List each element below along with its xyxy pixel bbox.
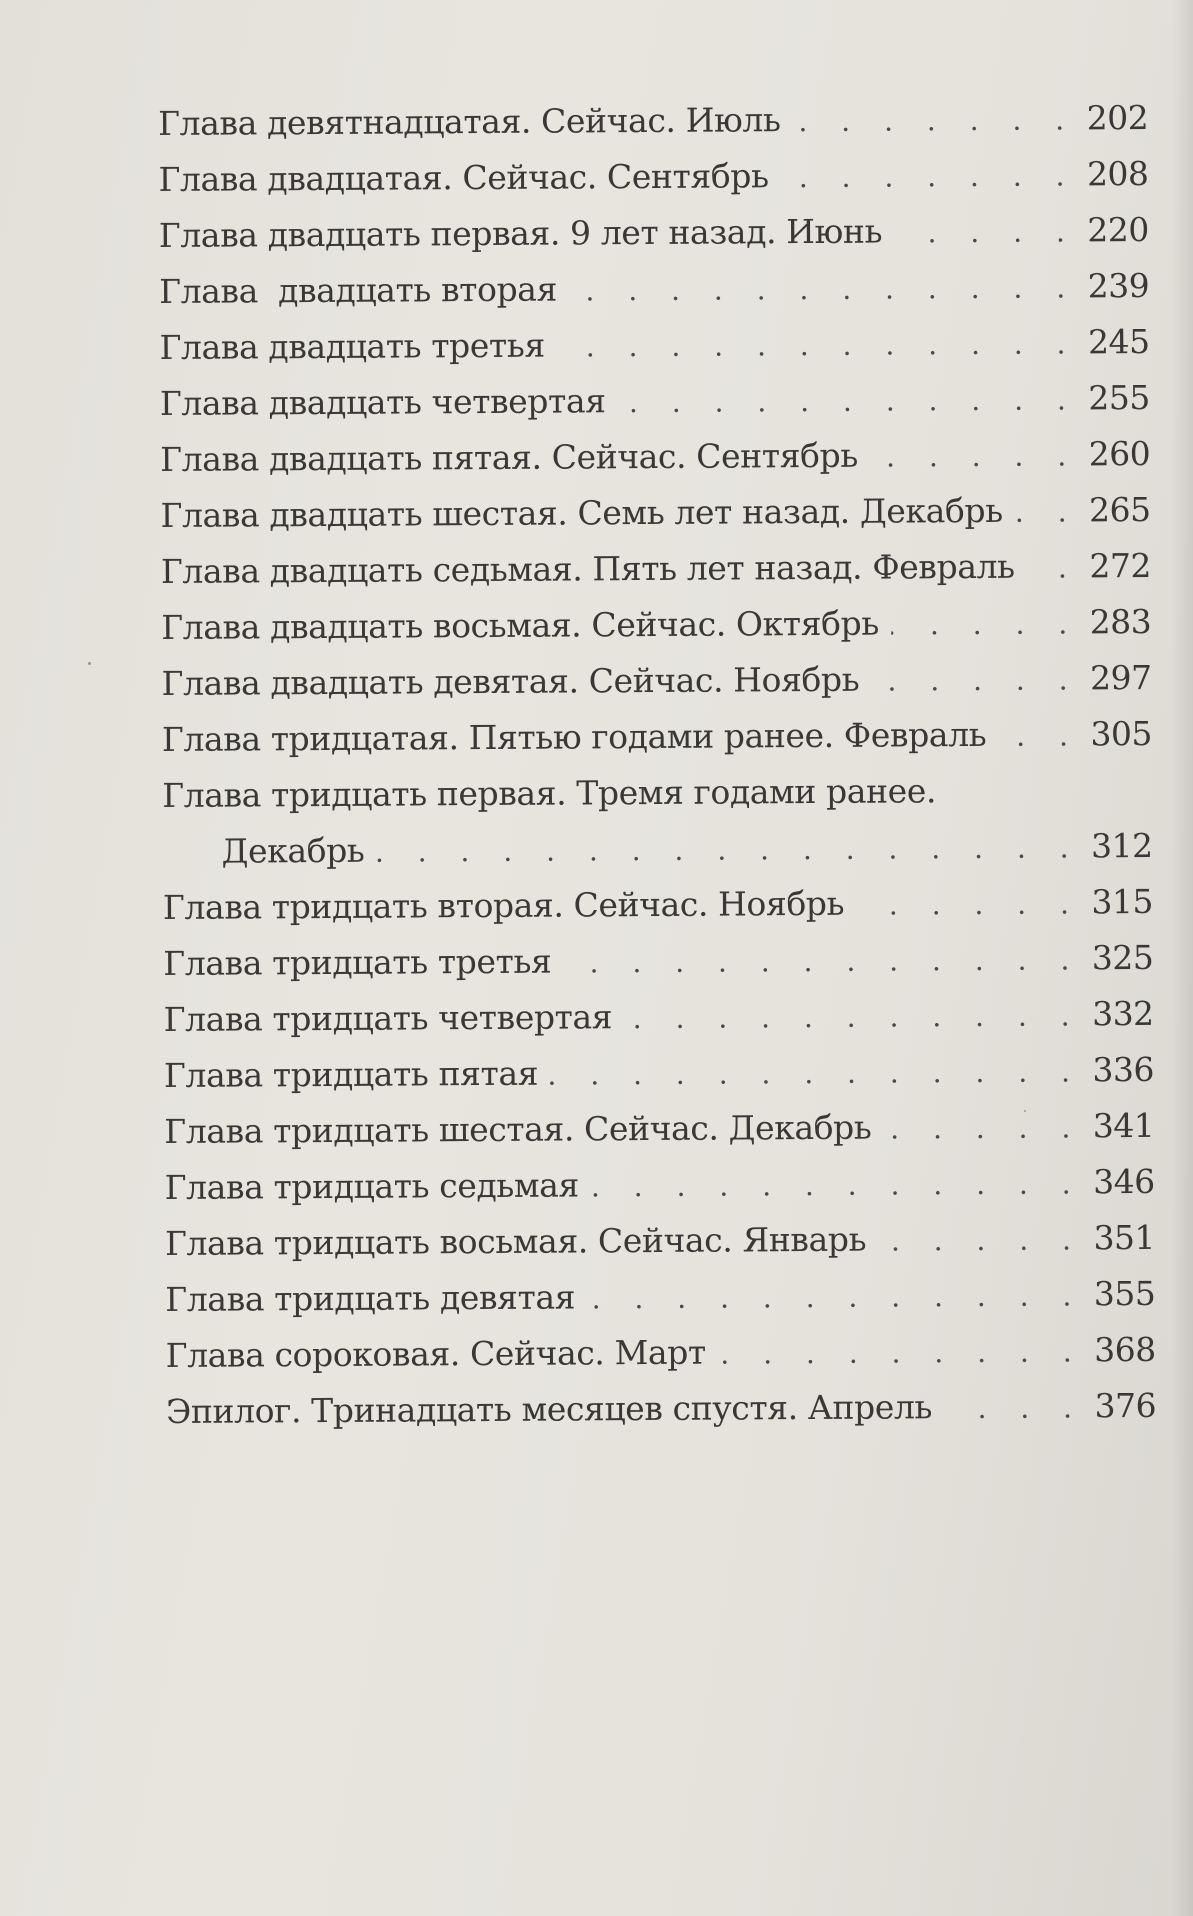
dot-leader (563, 932, 1082, 991)
dot-leader (1027, 540, 1080, 596)
toc-entry-page: 220 (1087, 209, 1149, 250)
toc-entry (163, 986, 1153, 1048)
toc-entry-page: 272 (1089, 545, 1152, 586)
toc-entry (161, 650, 1151, 712)
toc-entry-title: Глава тридцать пятая (163, 1053, 539, 1095)
dot-leader (998, 708, 1080, 765)
toc-entry (166, 1378, 1156, 1440)
toc-entry-title: Глава тридцать шестая. Сейчас. Декабрь (164, 1107, 872, 1151)
toc-entry (161, 594, 1151, 656)
paper-speck (1024, 1110, 1026, 1112)
toc-entry (164, 1098, 1154, 1160)
toc-entry-page: 208 (1086, 153, 1149, 194)
toc-entry-title: Глава двадцать четвертая (159, 381, 606, 423)
toc-entry-page: 297 (1089, 657, 1152, 698)
toc-entry-title: Глава девятнадцатая. Сейчас. Июль (158, 100, 781, 143)
dot-leader (891, 596, 1080, 653)
toc-entry (160, 426, 1150, 488)
toc-entry (163, 930, 1153, 992)
toc-entry-page: 368 (1094, 1329, 1156, 1370)
toc-entry-page: 332 (1092, 993, 1154, 1034)
toc-entry-title: Глава тридцать девятая (165, 1277, 576, 1319)
toc-entry (160, 482, 1150, 544)
toc-entry (163, 874, 1153, 936)
dot-leader (883, 1100, 1083, 1157)
toc-entry-title: Эпилог. Тринадцать месяцев спустя. Апрель (165, 1387, 933, 1431)
toc-entry-title: Глава тридцать четвертая (163, 997, 613, 1039)
toc-entry-page: 305 (1090, 713, 1153, 754)
toc-entry-page: 346 (1093, 1161, 1155, 1202)
toc-entry-continuation (162, 818, 1152, 880)
toc-entry-title: Глава тридцать первая. Тремя годами ранее. (162, 771, 937, 815)
dot-leader (557, 316, 1079, 375)
toc-entry-title: Глава сороковая. Сейчас. Март (165, 1332, 706, 1375)
toc-entry (159, 202, 1149, 264)
dot-leader (792, 92, 1077, 150)
toc-entry-title-continuation: Декабрь (221, 830, 365, 871)
dot-leader (617, 372, 1078, 431)
toc-entry (161, 538, 1151, 600)
toc-entry-title: Глава двадцать первая. 9 лет назад. Июнь (158, 211, 883, 255)
toc-entry-page: 341 (1092, 1105, 1155, 1146)
toc-entry-page: 312 (1090, 825, 1153, 866)
dot-leader (780, 148, 1077, 206)
toc-entry-page: 239 (1087, 265, 1150, 306)
dot-leader (718, 1324, 1085, 1382)
toc-entry-page: 355 (1093, 1273, 1156, 1314)
toc-entry (165, 1210, 1155, 1272)
toc-entry-title: Глава двадцать пятая. Сейчас. Сентябрь (160, 435, 858, 479)
toc-entry-page: 351 (1093, 1217, 1156, 1258)
toc-entry-title: Глава двадцать третья (159, 325, 545, 367)
toc-entry (162, 762, 1152, 824)
toc-entry-page: 376 (1094, 1385, 1157, 1426)
toc-entry-title: Глава двадцать шестая. Семь лет назад. Декабрь (160, 490, 1003, 535)
dot-leader (1015, 484, 1080, 540)
table-of-contents (158, 90, 1156, 1440)
toc-entry-title: Глава тридцатая. Пятью годами ранее. Февраль (161, 714, 987, 759)
toc-entry (162, 706, 1152, 768)
dot-leader (587, 1268, 1084, 1327)
toc-entry (160, 370, 1150, 432)
dot-leader (871, 652, 1080, 709)
toc-entry-page: 260 (1088, 433, 1151, 474)
toc-entry-page: 202 (1086, 97, 1149, 138)
toc-entry-title: Глава тридцать восьмая. Сейчас. Январь (164, 1219, 867, 1263)
toc-entry-page: 336 (1092, 1049, 1155, 1090)
dot-leader (569, 260, 1078, 319)
toc-entry-title: Глава двадцать седьмая. Пять лет назад. Февраль (160, 546, 1015, 591)
dot-leader (944, 1380, 1085, 1437)
toc-entry-title: Глава двадцать девятая. Сейчас. Ноябрь (161, 659, 860, 703)
dot-leader (856, 876, 1082, 933)
toc-entry (159, 314, 1149, 376)
toc-entry-page: 265 (1088, 489, 1151, 530)
page-edge-shadow (1171, 0, 1193, 1916)
toc-entry (165, 1266, 1155, 1328)
toc-entry (158, 146, 1148, 208)
toc-entry-title: Глава двадцатая. Сейчас. Сентябрь (158, 156, 769, 199)
toc-entry (164, 1154, 1154, 1216)
paper-speck (88, 662, 91, 665)
toc-entry-title: Глава тридцать третья (163, 941, 552, 983)
toc-entry (159, 258, 1149, 320)
dot-leader (878, 1212, 1084, 1269)
dot-leader (550, 1044, 1083, 1103)
toc-entry (164, 1042, 1154, 1104)
toc-entry-title: Глава тридцать вторая. Сейчас. Ноябрь (162, 883, 845, 927)
toc-entry (158, 90, 1148, 152)
dot-leader (870, 428, 1079, 485)
toc-entry-page: 255 (1088, 377, 1150, 418)
dot-leader (894, 204, 1078, 261)
toc-entry-title: Глава двадцать вторая (159, 269, 558, 311)
dot-leader (624, 988, 1082, 1047)
toc-entry-page: 325 (1091, 937, 1154, 978)
toc-entry-title: Глава тридцать седьмая (164, 1165, 579, 1207)
toc-entry-title: Глава двадцать восьмая. Сейчас. Октябрь (161, 603, 879, 647)
toc-entry-page: 315 (1091, 881, 1154, 922)
dot-leader (376, 820, 1081, 880)
dot-leader (591, 1156, 1084, 1215)
toc-entry (166, 1322, 1156, 1384)
toc-entry-page: 245 (1087, 321, 1150, 362)
toc-entry-page: 283 (1089, 601, 1152, 642)
